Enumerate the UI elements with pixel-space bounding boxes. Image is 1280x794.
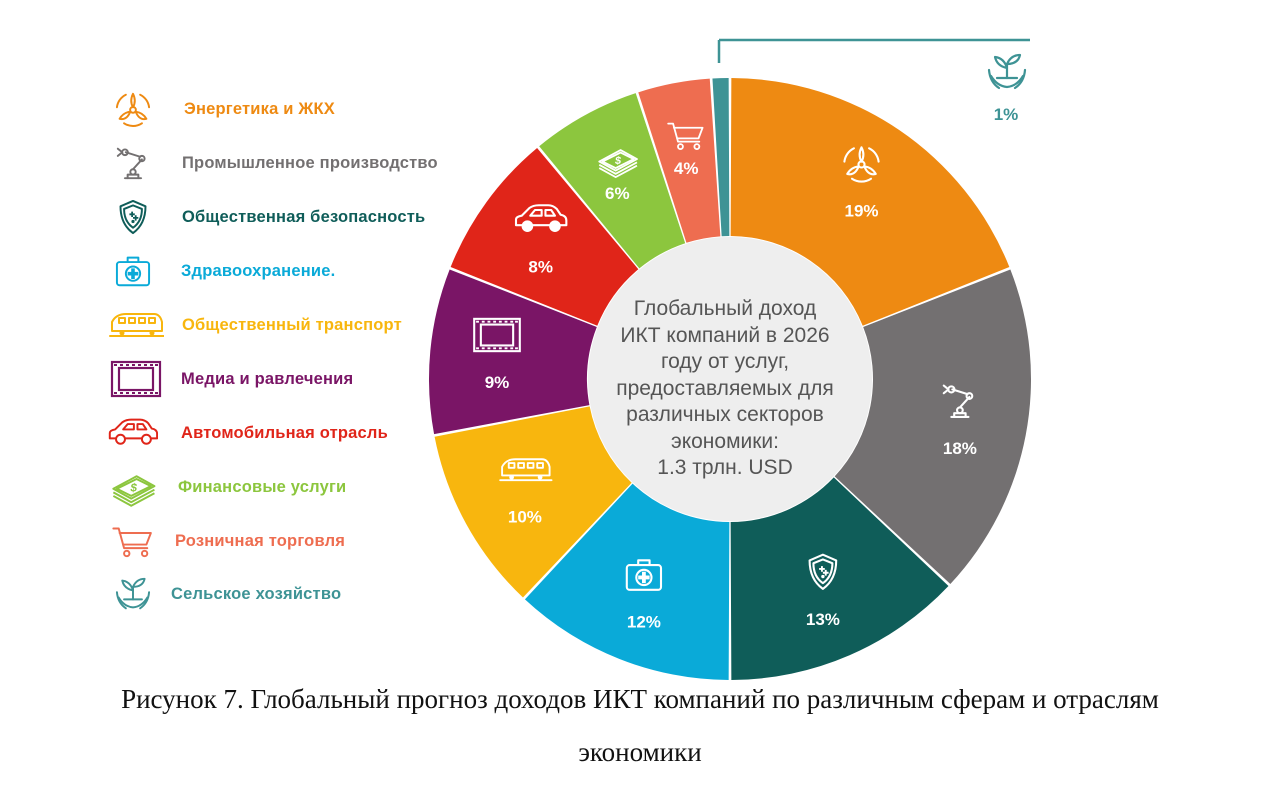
legend-item bbox=[108, 467, 346, 507]
legend-label: Промышленное производство bbox=[182, 153, 438, 172]
shopping-cart-icon bbox=[108, 521, 164, 561]
plant-in-hand-icon bbox=[989, 55, 1025, 88]
slice-value-label: 4% bbox=[673, 159, 699, 179]
legend-label: Общественная безопасность bbox=[182, 207, 426, 226]
legend-item bbox=[108, 359, 353, 399]
center-label-line: Глобальный доход bbox=[633, 297, 817, 320]
svg-text:$: $ bbox=[129, 481, 138, 495]
center-label-line: различных секторов bbox=[626, 403, 824, 426]
slice-value-label: 6% bbox=[605, 183, 630, 203]
film-strip-icon bbox=[108, 359, 164, 399]
slice-value-label: 12% bbox=[626, 612, 661, 632]
legend-item bbox=[108, 197, 425, 237]
money-icon bbox=[108, 467, 164, 507]
legend-item bbox=[108, 574, 341, 614]
legend-item bbox=[108, 251, 335, 291]
slice-value-label: 13% bbox=[805, 609, 840, 629]
legend-item bbox=[108, 89, 335, 129]
center-label-line: предоставляемых для bbox=[616, 376, 834, 400]
legend-label: Сельское хозяйство bbox=[171, 584, 342, 603]
slice-value-label: 9% bbox=[484, 373, 510, 392]
leader-line bbox=[719, 40, 1030, 63]
figure-caption-continued: экономики bbox=[578, 737, 702, 767]
legend-item bbox=[108, 143, 438, 183]
legend-label: Здравоохранение. bbox=[181, 261, 336, 280]
center-label-line: ИКТ компаний в 2026 bbox=[620, 323, 830, 347]
legend-label: Автомобильная отрасль bbox=[181, 423, 388, 442]
chart-center-label bbox=[590, 296, 860, 482]
slice-value-label: 1% bbox=[993, 105, 1019, 124]
robot-arm-icon bbox=[108, 143, 164, 183]
legend-label: Энергетика и ЖКХ bbox=[184, 99, 335, 118]
legend-label: Медиа и равлечения bbox=[181, 369, 354, 388]
legend-item bbox=[108, 521, 345, 561]
car-icon bbox=[108, 413, 164, 453]
legend-item bbox=[108, 305, 402, 345]
figure-caption: Рисунок 7. Глобальный прогноз доходов ИКТ компаний по различным сферам и отраслям bbox=[121, 684, 1159, 714]
train-icon bbox=[108, 305, 164, 345]
legend-label: Общественный транспорт bbox=[182, 315, 402, 334]
slice-value-label: 10% bbox=[507, 507, 542, 527]
plant-in-hand-icon bbox=[108, 574, 164, 614]
slice-value-label: 19% bbox=[844, 201, 879, 221]
legend-item bbox=[108, 413, 388, 453]
wind-turbine-icon bbox=[108, 89, 164, 129]
shield-icon bbox=[108, 197, 164, 237]
center-label-line: экономики: bbox=[670, 429, 779, 453]
center-label-line: году от услуг, bbox=[660, 350, 790, 373]
legend-label: Розничная торговля bbox=[175, 531, 346, 550]
medical-kit-icon bbox=[108, 251, 164, 291]
svg-text:$: $ bbox=[614, 155, 622, 167]
slice-value-label: 8% bbox=[528, 257, 553, 277]
slice-value-label: 18% bbox=[942, 438, 977, 458]
center-label-line: 1.3 трлн. USD bbox=[657, 456, 793, 479]
legend-label: Финансовые услуги bbox=[178, 477, 347, 496]
